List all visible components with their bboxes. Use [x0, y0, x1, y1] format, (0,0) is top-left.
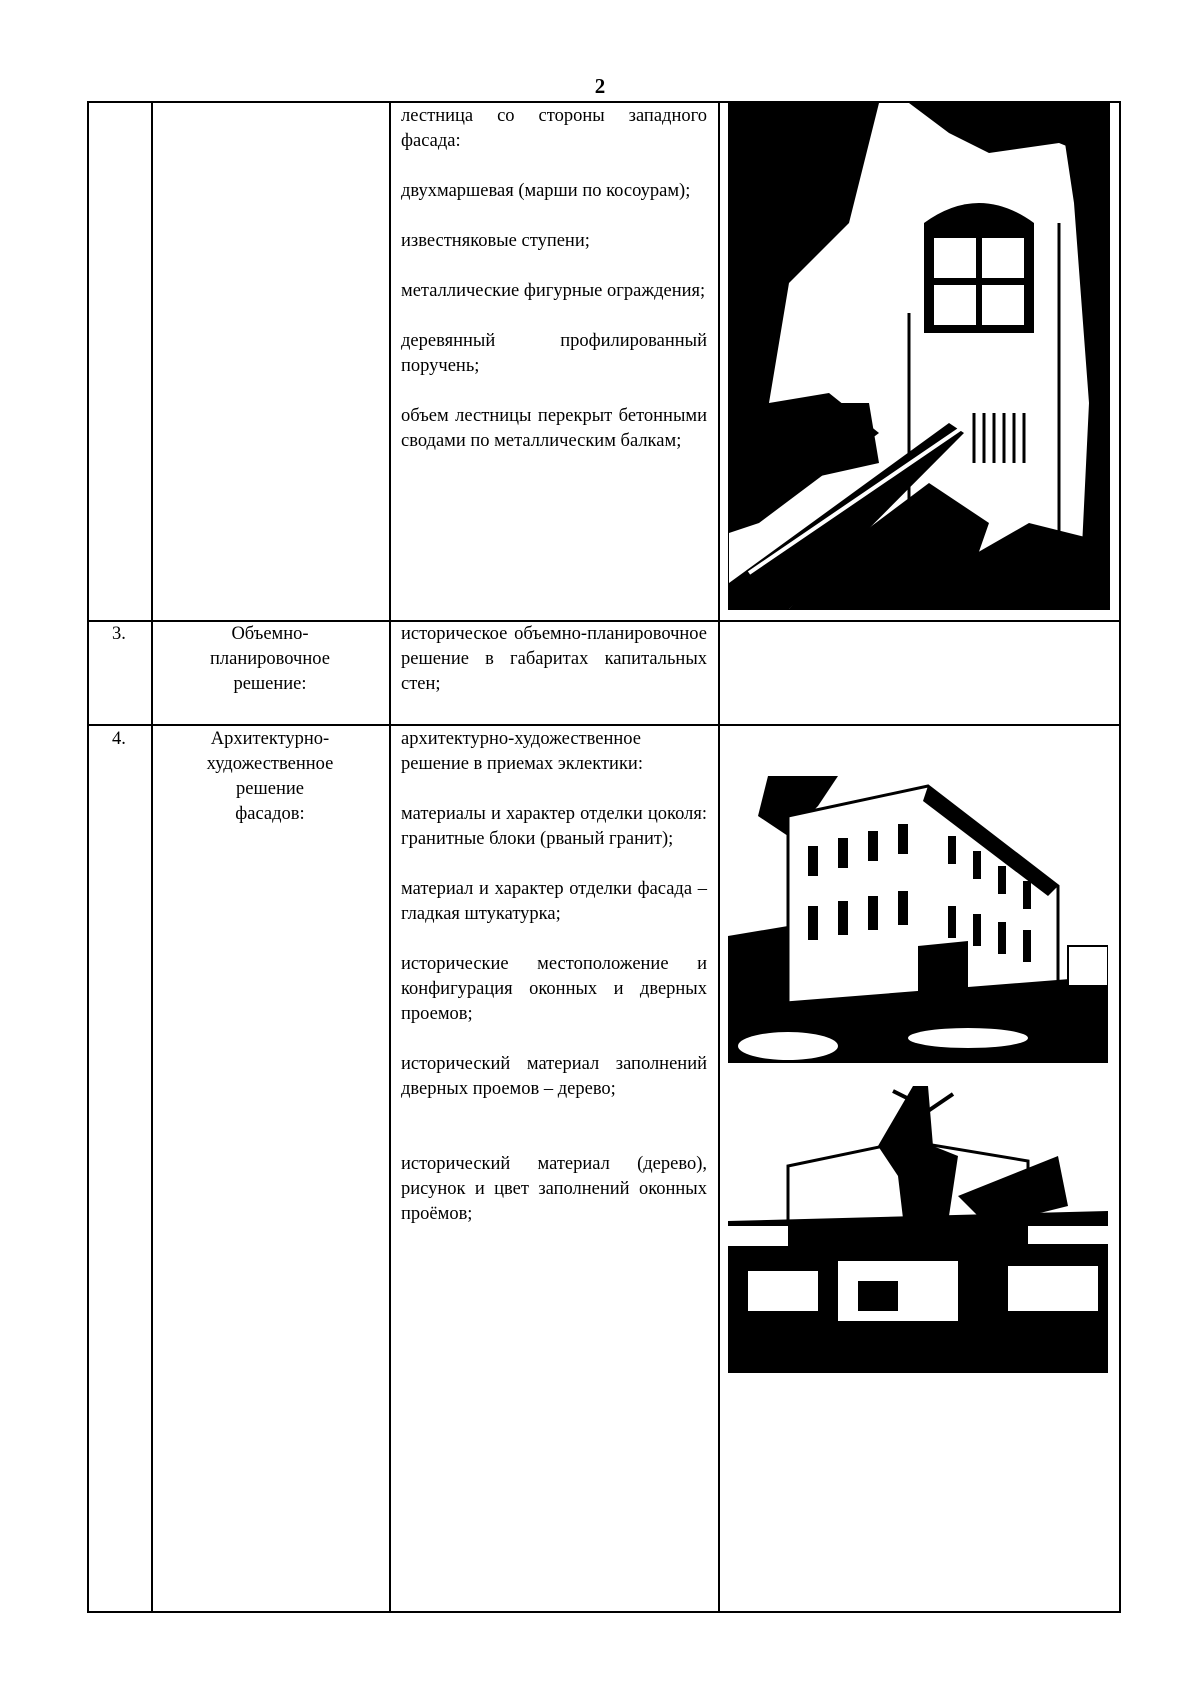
paragraph: лестница со стороны западного фасада: [401, 106, 707, 151]
row-4-description [401, 727, 707, 1252]
paragraph: исторический материал заполнений дверных проемов – дерево; [401, 1054, 707, 1099]
heading-line: Архитектурно- [210, 729, 330, 749]
row-1-description [401, 104, 707, 479]
paragraph: историческое объемно-планировочное решение в габаритах капитальных стен; [401, 624, 707, 694]
paragraph-text: двухмаршевая (марши по косоурам); [401, 181, 691, 201]
paragraph: известняковые ступени; [401, 231, 590, 251]
row-number: 3. [112, 624, 126, 644]
paragraph: исторический материал (дерево), рисунок и цвет заполнений оконных проёмов; [401, 1154, 707, 1224]
column-divider [151, 101, 153, 1612]
heading-line: решение [236, 779, 304, 799]
heading-line: планировочное [210, 649, 330, 669]
paragraph [401, 179, 707, 204]
building-facade-photo [728, 776, 1108, 1063]
row-heading [155, 622, 385, 697]
page-number: 2 [594, 74, 606, 98]
staircase-photo [728, 102, 1110, 610]
column-divider [1119, 101, 1121, 1612]
column-divider [389, 101, 391, 1612]
heading-line: решение: [233, 674, 307, 694]
paragraph: материал и характер отделки фасада – гладкая штукатурка; [401, 879, 707, 924]
row-heading [155, 727, 385, 827]
row-divider [87, 724, 1121, 726]
heading-line: художественное [206, 754, 334, 774]
row-number: 4. [112, 729, 126, 749]
paragraph: материалы и характер отделки цоколя: гранитные блоки (рваный гранит); [401, 804, 707, 849]
paragraph: объем лестницы перекрыт бетонными сводами по металлическим балкам; [401, 406, 707, 451]
row-3-description [401, 622, 707, 722]
courtyard-tree-photo [728, 1086, 1108, 1373]
paragraph: деревянный профилированный поручень; [401, 331, 707, 376]
heading-line: Объемно- [231, 624, 309, 644]
paragraph: архитектурно-художественное решение в приемах эклектики: [401, 729, 643, 774]
heading-line: фасадов: [235, 804, 305, 824]
table-bottom-border [87, 1611, 1121, 1613]
column-divider [87, 101, 89, 1612]
paragraph: исторические местоположение и конфигурация оконных и дверных проемов; [401, 954, 707, 1024]
column-divider [718, 101, 720, 1612]
paragraph: металлические фигурные ограждения; [401, 281, 706, 301]
